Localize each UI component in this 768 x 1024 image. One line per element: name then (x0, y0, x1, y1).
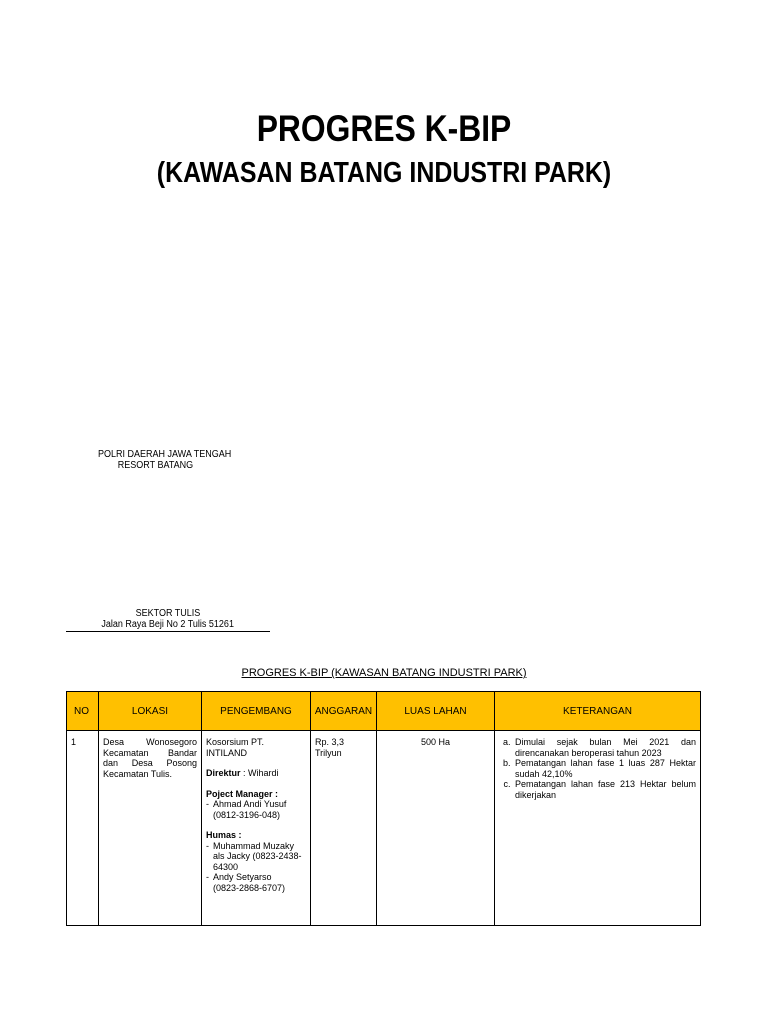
humas-2-phone: (0823-2868-6707) (213, 882, 286, 893)
cell-keterangan (495, 731, 701, 926)
keterangan-list (499, 737, 696, 800)
org-line-1: POLRI DAERAH JAWA TENGAH (98, 449, 232, 460)
header-no: NO (67, 692, 99, 731)
header-pengembang: PENGEMBANG (202, 692, 311, 731)
director-line (206, 768, 306, 779)
table-row (67, 731, 701, 926)
humas-2-name: Andy Setyarso (213, 872, 272, 882)
director-label: Direktur (206, 768, 241, 778)
header-anggaran: ANGGARAN (311, 692, 377, 731)
header-keterangan: KETERANGAN (495, 692, 701, 731)
header-lokasi: LOKASI (99, 692, 202, 731)
project-manager-name: Ahmad Andi Yusuf (213, 799, 287, 809)
sektor-address: Jalan Raya Beji No 2 Tulis 51261 (101, 619, 235, 630)
header-luas-lahan: LUAS LAHAN (377, 692, 495, 731)
progress-table (66, 691, 701, 926)
director-name: : Wihardi (240, 768, 279, 778)
keterangan-item: b. Pematangan lahan fase 1 luas 287 Hektar sudah 42,10% (513, 758, 696, 779)
humas-label: Humas : (206, 830, 242, 840)
cell-lokasi: Desa Wonosegoro Kecamatan Bandar dan Desa Posong Kecamatan Tulis. (99, 731, 202, 926)
humas-entry-1: - Muhammad Muzaky als Jacky (0823-2438-64300 (206, 841, 306, 873)
sektor-block (66, 608, 270, 632)
organization-header (98, 449, 231, 471)
table-title: PROGRES K-BIP (KAWASAN BATANG INDUSTRI PARK) (241, 667, 527, 679)
humas-1-text: Muhammad Muzaky als Jacky (0823-2438-64300 (213, 840, 302, 872)
document-title: PROGRES K-BIP (256, 108, 512, 149)
developer-company: Kosorsium PT. INTILAND (206, 737, 265, 758)
project-manager-entry: - Ahmad Andi Yusuf (0812-3196-048) (206, 799, 287, 820)
humas-entry-2: - Andy Setyarso (0823-2868-6707) (206, 872, 286, 893)
cell-luas-lahan: 500 Ha (377, 731, 495, 926)
sektor-name: SEKTOR TULIS (135, 608, 201, 619)
cell-anggaran: Rp. 3,3 Trilyun (311, 731, 377, 926)
cell-pengembang (202, 731, 311, 926)
project-manager-label: Poject Manager : (206, 788, 279, 799)
keterangan-item: c. Pematangan lahan fase 213 Hektar belum dikerjakan (513, 779, 696, 800)
table-header-row (67, 692, 701, 731)
project-manager-phone: (0812-3196-048) (213, 809, 281, 820)
org-line-2: RESORT BATANG (117, 460, 194, 471)
keterangan-item: a. Dimulai sejak bulan Mei 2021 dan direncanakan beroperasi tahun 2023 (513, 737, 696, 758)
document-subtitle: (KAWASAN BATANG INDUSTRI PARK) (156, 157, 612, 189)
cell-no: 1 (67, 731, 99, 926)
